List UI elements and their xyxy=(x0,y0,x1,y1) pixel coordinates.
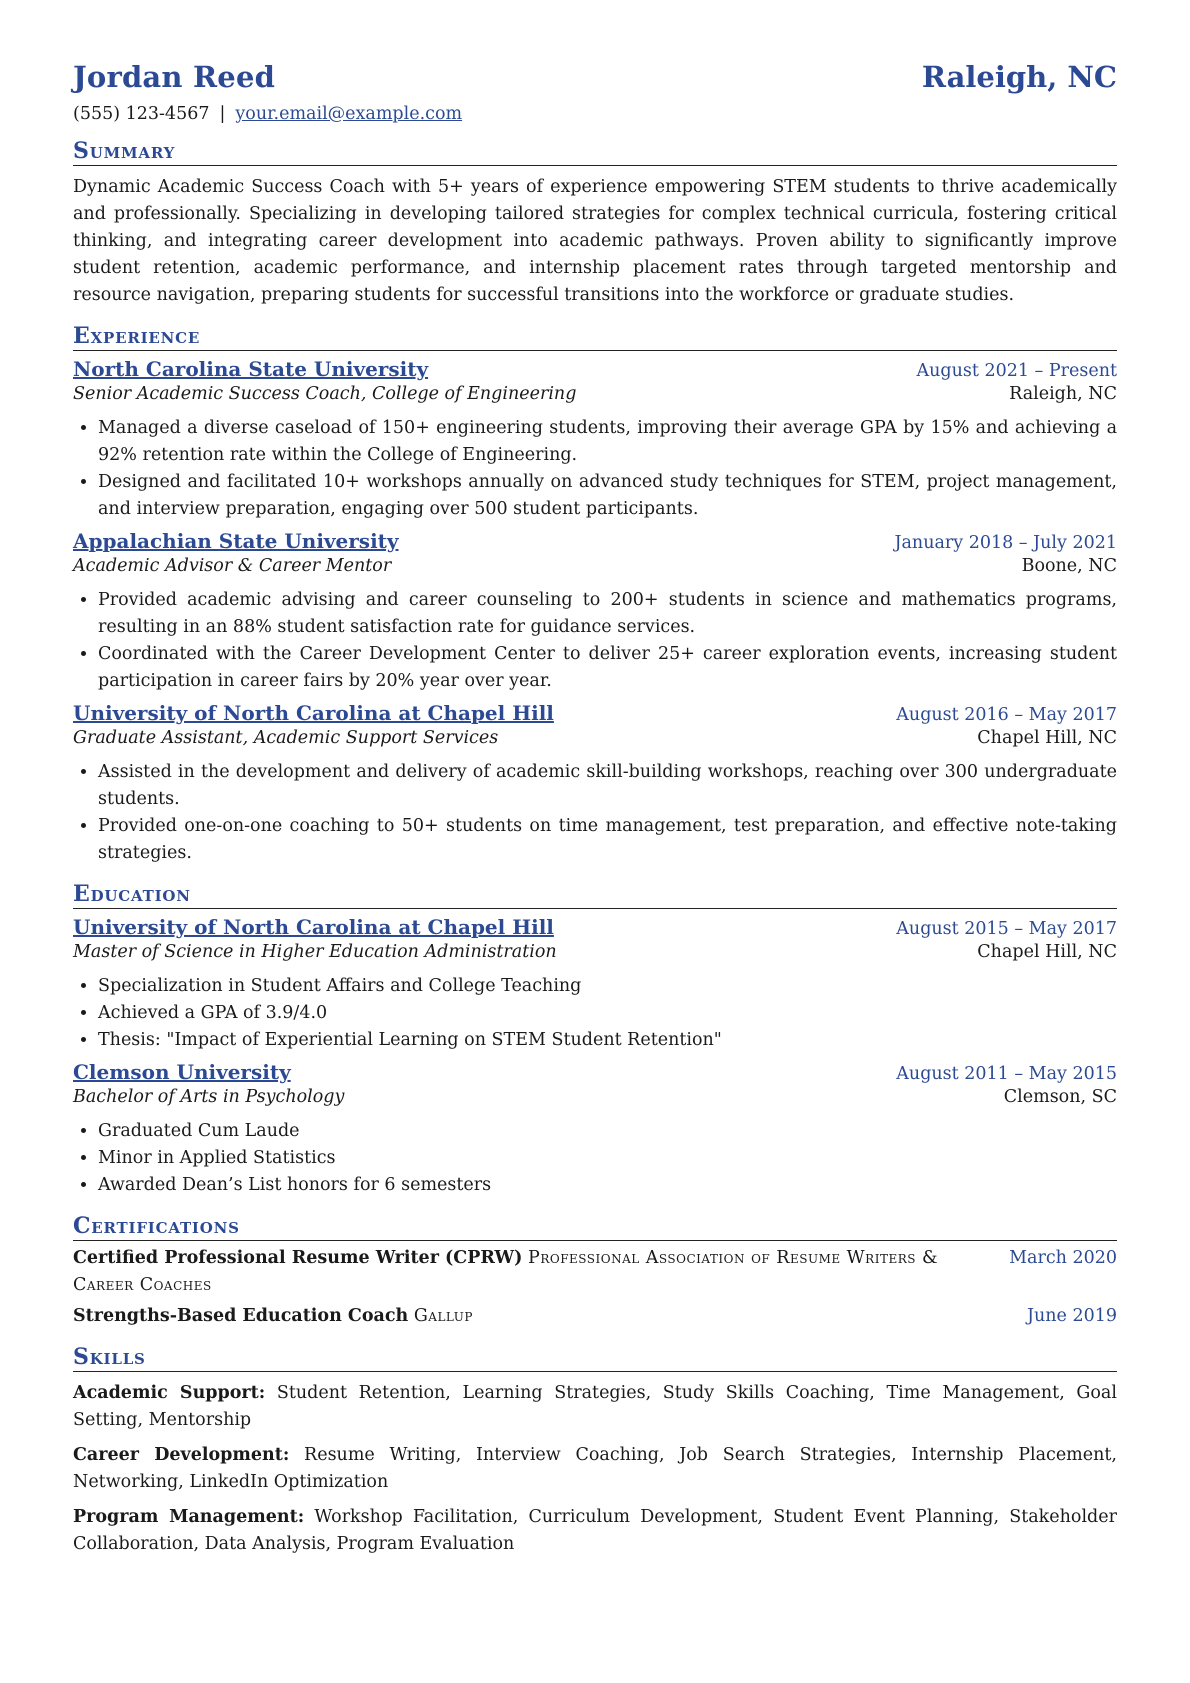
experience-entry xyxy=(73,357,1117,523)
employer-link[interactable]: University of North Carolina at Chapel Hill xyxy=(73,701,554,725)
study-dates: August 2011 – May 2015 xyxy=(896,1064,1117,1084)
section-title-education: Education xyxy=(73,881,1117,909)
school-link[interactable]: Clemson University xyxy=(73,1060,291,1084)
achievement-item: • Assisted in the development and delivery of academic skill-building workshops, reaching over 300 undergraduate students. xyxy=(98,759,1117,813)
section-title-summary: Summary xyxy=(73,138,1117,166)
employment-dates: January 2018 – July 2021 xyxy=(894,533,1117,553)
skill-group xyxy=(73,1504,1117,1558)
certification-name: Certified Professional Resume Writer (CPRW) xyxy=(73,1248,523,1268)
skill-list: Resume Writing, Interview Coaching, Job Search Strategies, Internship Placement, Networking, LinkedIn Optimization xyxy=(73,1445,1117,1492)
education-detail-item: • Graduated Cum Laude xyxy=(98,1118,1117,1145)
employment-dates: August 2016 – May 2017 xyxy=(896,705,1117,725)
job-location: Chapel Hill, NC xyxy=(977,728,1117,748)
school-location: Clemson, SC xyxy=(1003,1087,1117,1107)
section-title-experience: Experience xyxy=(73,323,1117,351)
achievement-item: • Provided one-on-one coaching to 50+ students on time management, test preparation, and effective note-taking strategies. xyxy=(98,813,1117,867)
skill-category: Academic Support: xyxy=(73,1383,266,1403)
achievement-item: • Provided academic advising and career counseling to 200+ students in science and mathematics programs, resulting in an 88% student satisfaction rate for guidance services. xyxy=(98,587,1117,641)
skill-group xyxy=(73,1442,1117,1496)
employer-link[interactable]: Appalachian State University xyxy=(73,529,399,553)
contact-separator: | xyxy=(219,104,226,124)
skill-list: Student Retention, Learning Strategies, Study Skills Coaching, Time Management, Goal Setting, Mentorship xyxy=(73,1383,1117,1430)
experience-entry xyxy=(73,529,1117,695)
education-detail-list xyxy=(73,1118,1117,1199)
achievement-item: • Designed and facilitated 10+ workshops annually on advanced study techniques for STEM, project management, and interview preparation, engaging over 500 student participants. xyxy=(98,469,1117,523)
experience-entry xyxy=(73,701,1117,867)
education-detail-item: • Awarded Dean’s List honors for 6 semesters xyxy=(98,1172,1117,1199)
phone-number: (555) 123-4567 xyxy=(73,104,210,124)
education-detail-item: • Thesis: "Impact of Experiential Learning on STEM Student Retention" xyxy=(98,1027,1117,1054)
education-detail-item: • Achieved a GPA of 3.9/4.0 xyxy=(98,1000,1117,1027)
job-title: Senior Academic Success Coach, College of Engineering xyxy=(73,384,577,404)
certification-item xyxy=(73,1303,1117,1330)
skill-category: Program Management: xyxy=(73,1507,305,1527)
skill-category: Career Development: xyxy=(73,1445,290,1465)
section-title-skills: Skills xyxy=(73,1344,1117,1372)
achievement-item: • Coordinated with the Career Development Center to deliver 25+ career exploration events, increasing student participation in career fairs by 20% year over year. xyxy=(98,641,1117,695)
achievement-list xyxy=(73,759,1117,867)
education-detail-item: • Minor in Applied Statistics xyxy=(98,1145,1117,1172)
job-title: Graduate Assistant, Academic Support Services xyxy=(73,728,499,748)
skill-group xyxy=(73,1380,1117,1434)
degree-title: Bachelor of Arts in Psychology xyxy=(73,1087,345,1107)
skill-list: Workshop Facilitation, Curriculum Development, Student Event Planning, Stakeholder Collaboration, Data Analysis, Program Evaluation xyxy=(73,1507,1117,1554)
job-title: Academic Advisor & Career Mentor xyxy=(73,556,392,576)
certification-date: March 2020 xyxy=(1009,1248,1117,1268)
education-entry xyxy=(73,915,1117,1054)
summary-text: Dynamic Academic Success Coach with 5+ years of experience empowering STEM students to thrive academically and professionally. Specializing in developing tailored strategies for complex technical curricula, fostering critical thinking, and integrating career development into academic pathways. Proven ability to significantly improve student retention, academic performance, and internship placement rates through targeted mentorship and resource navigation, preparing students for successful transitions into the workforce or graduate studies. xyxy=(73,177,1117,305)
degree-title: Master of Science in Higher Education Administration xyxy=(73,942,557,962)
email-link[interactable]: your.email@example.com xyxy=(235,104,463,124)
school-location: Chapel Hill, NC xyxy=(977,942,1117,962)
section-title-certifications: Certifications xyxy=(73,1213,1117,1241)
employer-link[interactable]: North Carolina State University xyxy=(73,357,429,381)
candidate-city: Raleigh, NC xyxy=(921,60,1117,94)
education-entry xyxy=(73,1060,1117,1199)
job-location: Raleigh, NC xyxy=(1009,384,1117,404)
achievement-list xyxy=(73,587,1117,695)
contact-line xyxy=(73,104,1117,124)
job-location: Boone, NC xyxy=(1021,556,1117,576)
education-detail-item: • Specialization in Student Affairs and College Teaching xyxy=(98,973,1117,1000)
certification-issuer: Gallup xyxy=(413,1306,473,1326)
certification-name: Strengths-Based Education Coach xyxy=(73,1306,409,1326)
achievement-item: • Managed a diverse caseload of 150+ engineering students, improving their average GPA by 15% and achieving a 92% retention rate within the College of Engineering. xyxy=(98,415,1117,469)
school-link[interactable]: University of North Carolina at Chapel Hill xyxy=(73,915,554,939)
certification-item xyxy=(73,1245,1117,1299)
achievement-list xyxy=(73,415,1117,523)
study-dates: August 2015 – May 2017 xyxy=(896,919,1117,939)
education-detail-list xyxy=(73,973,1117,1054)
employment-dates: August 2021 – Present xyxy=(916,361,1117,381)
certification-date: June 2019 xyxy=(1026,1306,1117,1326)
candidate-name: Jordan Reed xyxy=(73,60,276,94)
resume-header xyxy=(73,60,1117,94)
certification-issuer: Professional Association of Resume Writers & Career Coaches xyxy=(73,1248,939,1295)
